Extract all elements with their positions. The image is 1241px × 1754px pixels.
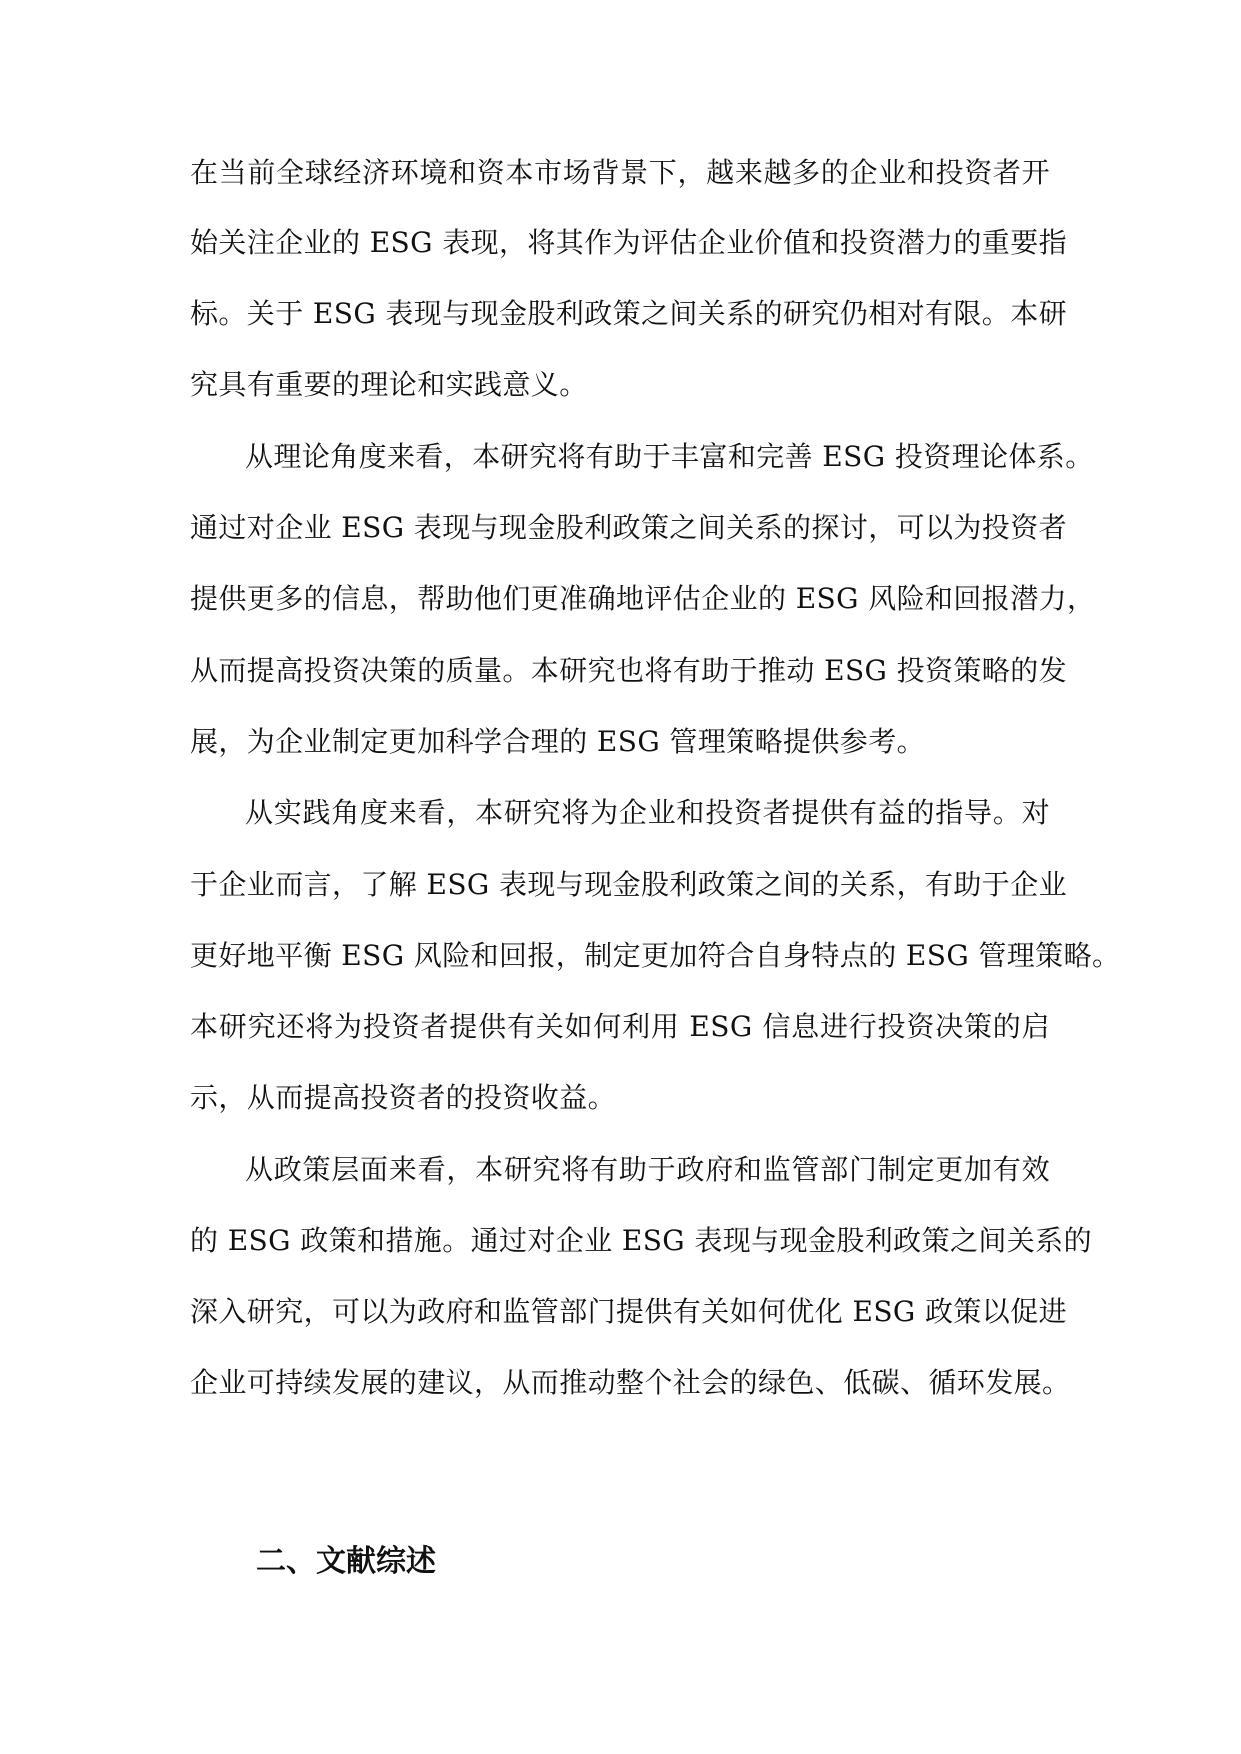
paragraph-4-line-1: 从政策层面来看，本研究将有助于政府和监管部门制定更加有效 — [245, 1153, 1050, 1186]
paragraph-3-line-3: 更好地平衡 ESG 风险和回报，制定更加符合自身特点的 ESG 管理策略。 — [190, 939, 1121, 972]
section-heading: 二、文献综述 — [256, 1544, 436, 1579]
paragraph-2-line-1: 从理论角度来看，本研究将有助于丰富和完善 ESG 投资理论体系。 — [245, 440, 1094, 473]
paragraph-1-line-4: 究具有重要的理论和实践意义。 — [190, 368, 588, 401]
paragraph-3-line-2: 于企业而言，了解 ESG 表现与现金股利政策之间的关系，有助于企业 — [190, 868, 1067, 901]
paragraph-4-line-4: 企业可持续发展的建议，从而推动整个社会的绿色、低碳、循环发展。 — [190, 1366, 1071, 1399]
paragraph-1-line-3: 标。关于 ESG 表现与现金股利政策之间关系的研究仍相对有限。本研 — [190, 297, 1067, 330]
paragraph-3-line-4: 本研究还将为投资者提供有关如何利用 ESG 信息进行投资决策的启 — [190, 1010, 1050, 1043]
paragraph-4-line-3: 深入研究，可以为政府和监管部门提供有关如何优化 ESG 政策以促进 — [190, 1295, 1067, 1328]
paragraph-2-line-5: 展，为企业制定更加科学合理的 ESG 管理策略提供参考。 — [190, 725, 925, 758]
paragraph-3-line-5: 示，从而提高投资者的投资收益。 — [190, 1081, 617, 1114]
paragraph-2-line-2: 通过对企业 ESG 表现与现金股利政策之间关系的探讨，可以为投资者 — [190, 511, 1067, 544]
paragraph-1-line-1: 在当前全球经济环境和资本市场背景下，越来越多的企业和投资者开 — [190, 156, 1050, 189]
paragraph-3-line-1: 从实践角度来看，本研究将为企业和投资者提供有益的指导。对 — [245, 796, 1050, 829]
paragraph-2-line-4: 从而提高投资决策的质量。本研究也将有助于推动 ESG 投资策略的发 — [190, 654, 1067, 687]
paragraph-4-line-2: 的 ESG 政策和措施。通过对企业 ESG 表现与现金股利政策之间关系的 — [190, 1224, 1092, 1257]
paragraph-1-line-2: 始关注企业的 ESG 表现，将其作为评估企业价值和投资潜力的重要指 — [190, 226, 1067, 259]
paragraph-2-line-3: 提供更多的信息，帮助他们更准确地评估企业的 ESG 风险和回报潜力， — [190, 582, 1096, 615]
